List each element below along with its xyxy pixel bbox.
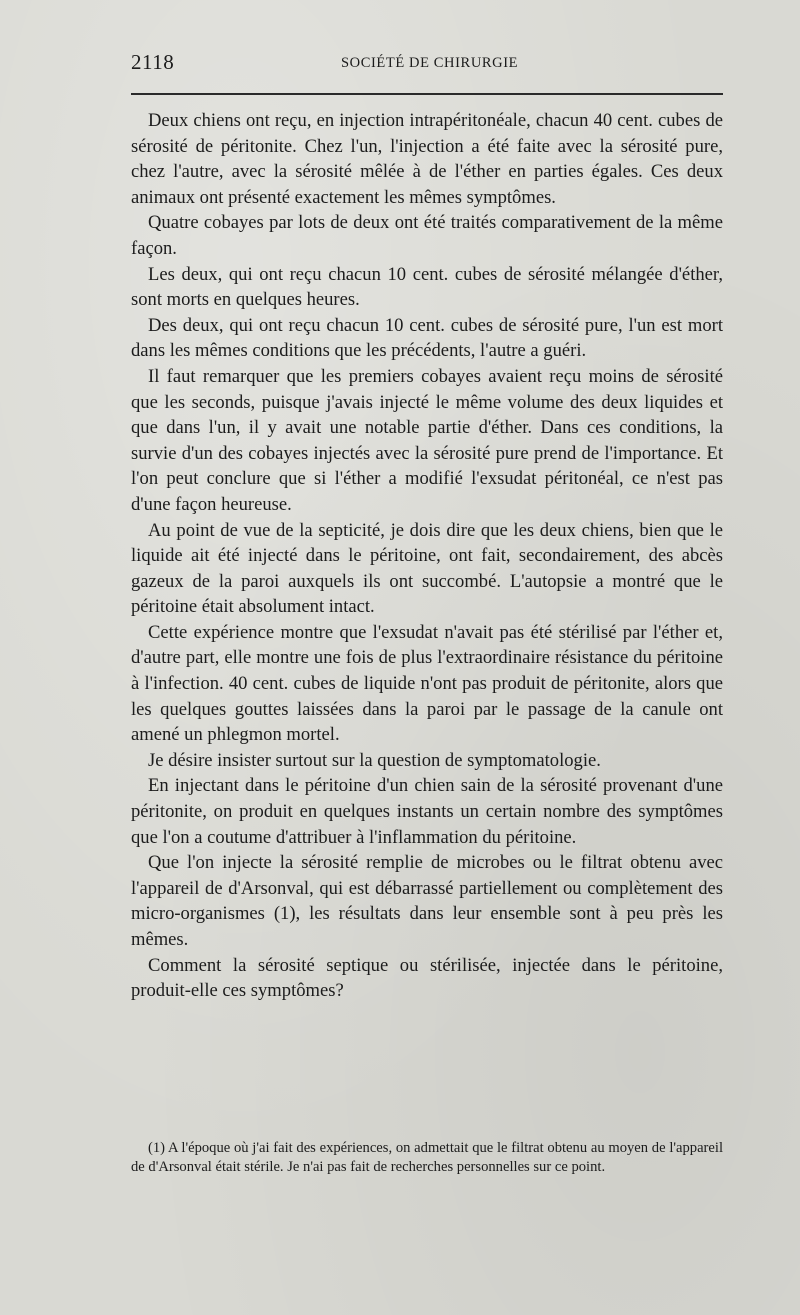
paragraph: Je désire insister surtout sur la question de symptomatologie. (148, 749, 601, 771)
paragraph: Deux chiens ont reçu, en injection intrapéritonéale, chacun 40 cent. cubes de sérosité de péritonite. Chez l'un, l'injection a été faite avec la sérosité pure, chez l'autre, avec la sérosité mêlée à de l'éther en parties égales. Ces deux animaux ont présenté exactement les mêmes symptômes. (131, 110, 723, 208)
paragraph: Les deux, qui ont reçu chacun 10 cent. cubes de sérosité mélangée d'éther, sont morts en quelques heures. (131, 263, 723, 311)
paragraph: Cette expérience montre que l'exsudat n'avait pas été stérilisé par l'éther et, d'autre part, elle montre une fois de plus l'extraordinaire résistance du péritoine à l'infection. 40 cent. cubes de liquide n'ont pas produit de péritonite, alors que les quelques gouttes laissées dans la paroi par le passage de la canule ont amené un phlegmon mortel. (131, 621, 723, 746)
paragraph: En injectant dans le péritoine d'un chien sain de la sérosité provenant d'une péritonite, on produit en quelques instants un certain nombre des symptômes que l'on a coutume d'attribuer à l'inflammation du péritoine. (131, 775, 723, 848)
paragraph: Comment la sérosité septique ou stérilisée, injectée dans le péritoine, produit-elle ces symptômes? (131, 954, 723, 1002)
paragraph: Au point de vue de la septicité, je dois dire que les deux chiens, bien que le liquide ait été injecté dans le péritoine, ont fait, secondairement, des abcès gazeux de la paroi auxquels ils ont succombé. L'autopsie a montré que le péritoine était absolument intact. (131, 519, 723, 618)
body-text (131, 108, 723, 1004)
header-rule (131, 93, 723, 95)
running-head: SOCIÉTÉ DE CHIRURGIE (341, 55, 519, 71)
paragraph: Que l'on injecte la sérosité remplie de microbes ou le filtrat obtenu avec l'appareil de d'Arsonval, qui est débarrassé partiellement ou complètement des micro-organismes (1), les résultats dans leur ensemble sont à peu près les mêmes. (131, 852, 723, 950)
page-header (131, 50, 723, 76)
paragraph: Des deux, qui ont reçu chacun 10 cent. cubes de sérosité pure, l'un est mort dans les mêmes conditions que les précédents, l'autre a guéri. (131, 314, 723, 362)
paragraph: Quatre cobayes par lots de deux ont été traités comparativement de la même façon. (131, 212, 723, 259)
page-number: 2118 (131, 50, 175, 74)
paragraph: Il faut remarquer que les premiers cobayes avaient reçu moins de sérosité que les seconds, puisque j'avais injecté le même volume des deux liquides et que dans l'un, il y avait une notable partie d'éther. Dans ces conditions, la survie d'un des cobayes injectés avec la sérosité pure prend de l'importance. Et l'on peut conclure que si l'éther a modifié l'exsudat péritonéal, ce n'est pas d'une façon heureuse. (131, 365, 723, 515)
footnote: (1) A l'époque où j'ai fait des expériences, on admettait que le filtrat obtenu au moyen de l'appareil de d'Arsonval était stérile. Je n'ai pas fait de recherches personnelles sur ce point. (131, 1140, 723, 1175)
